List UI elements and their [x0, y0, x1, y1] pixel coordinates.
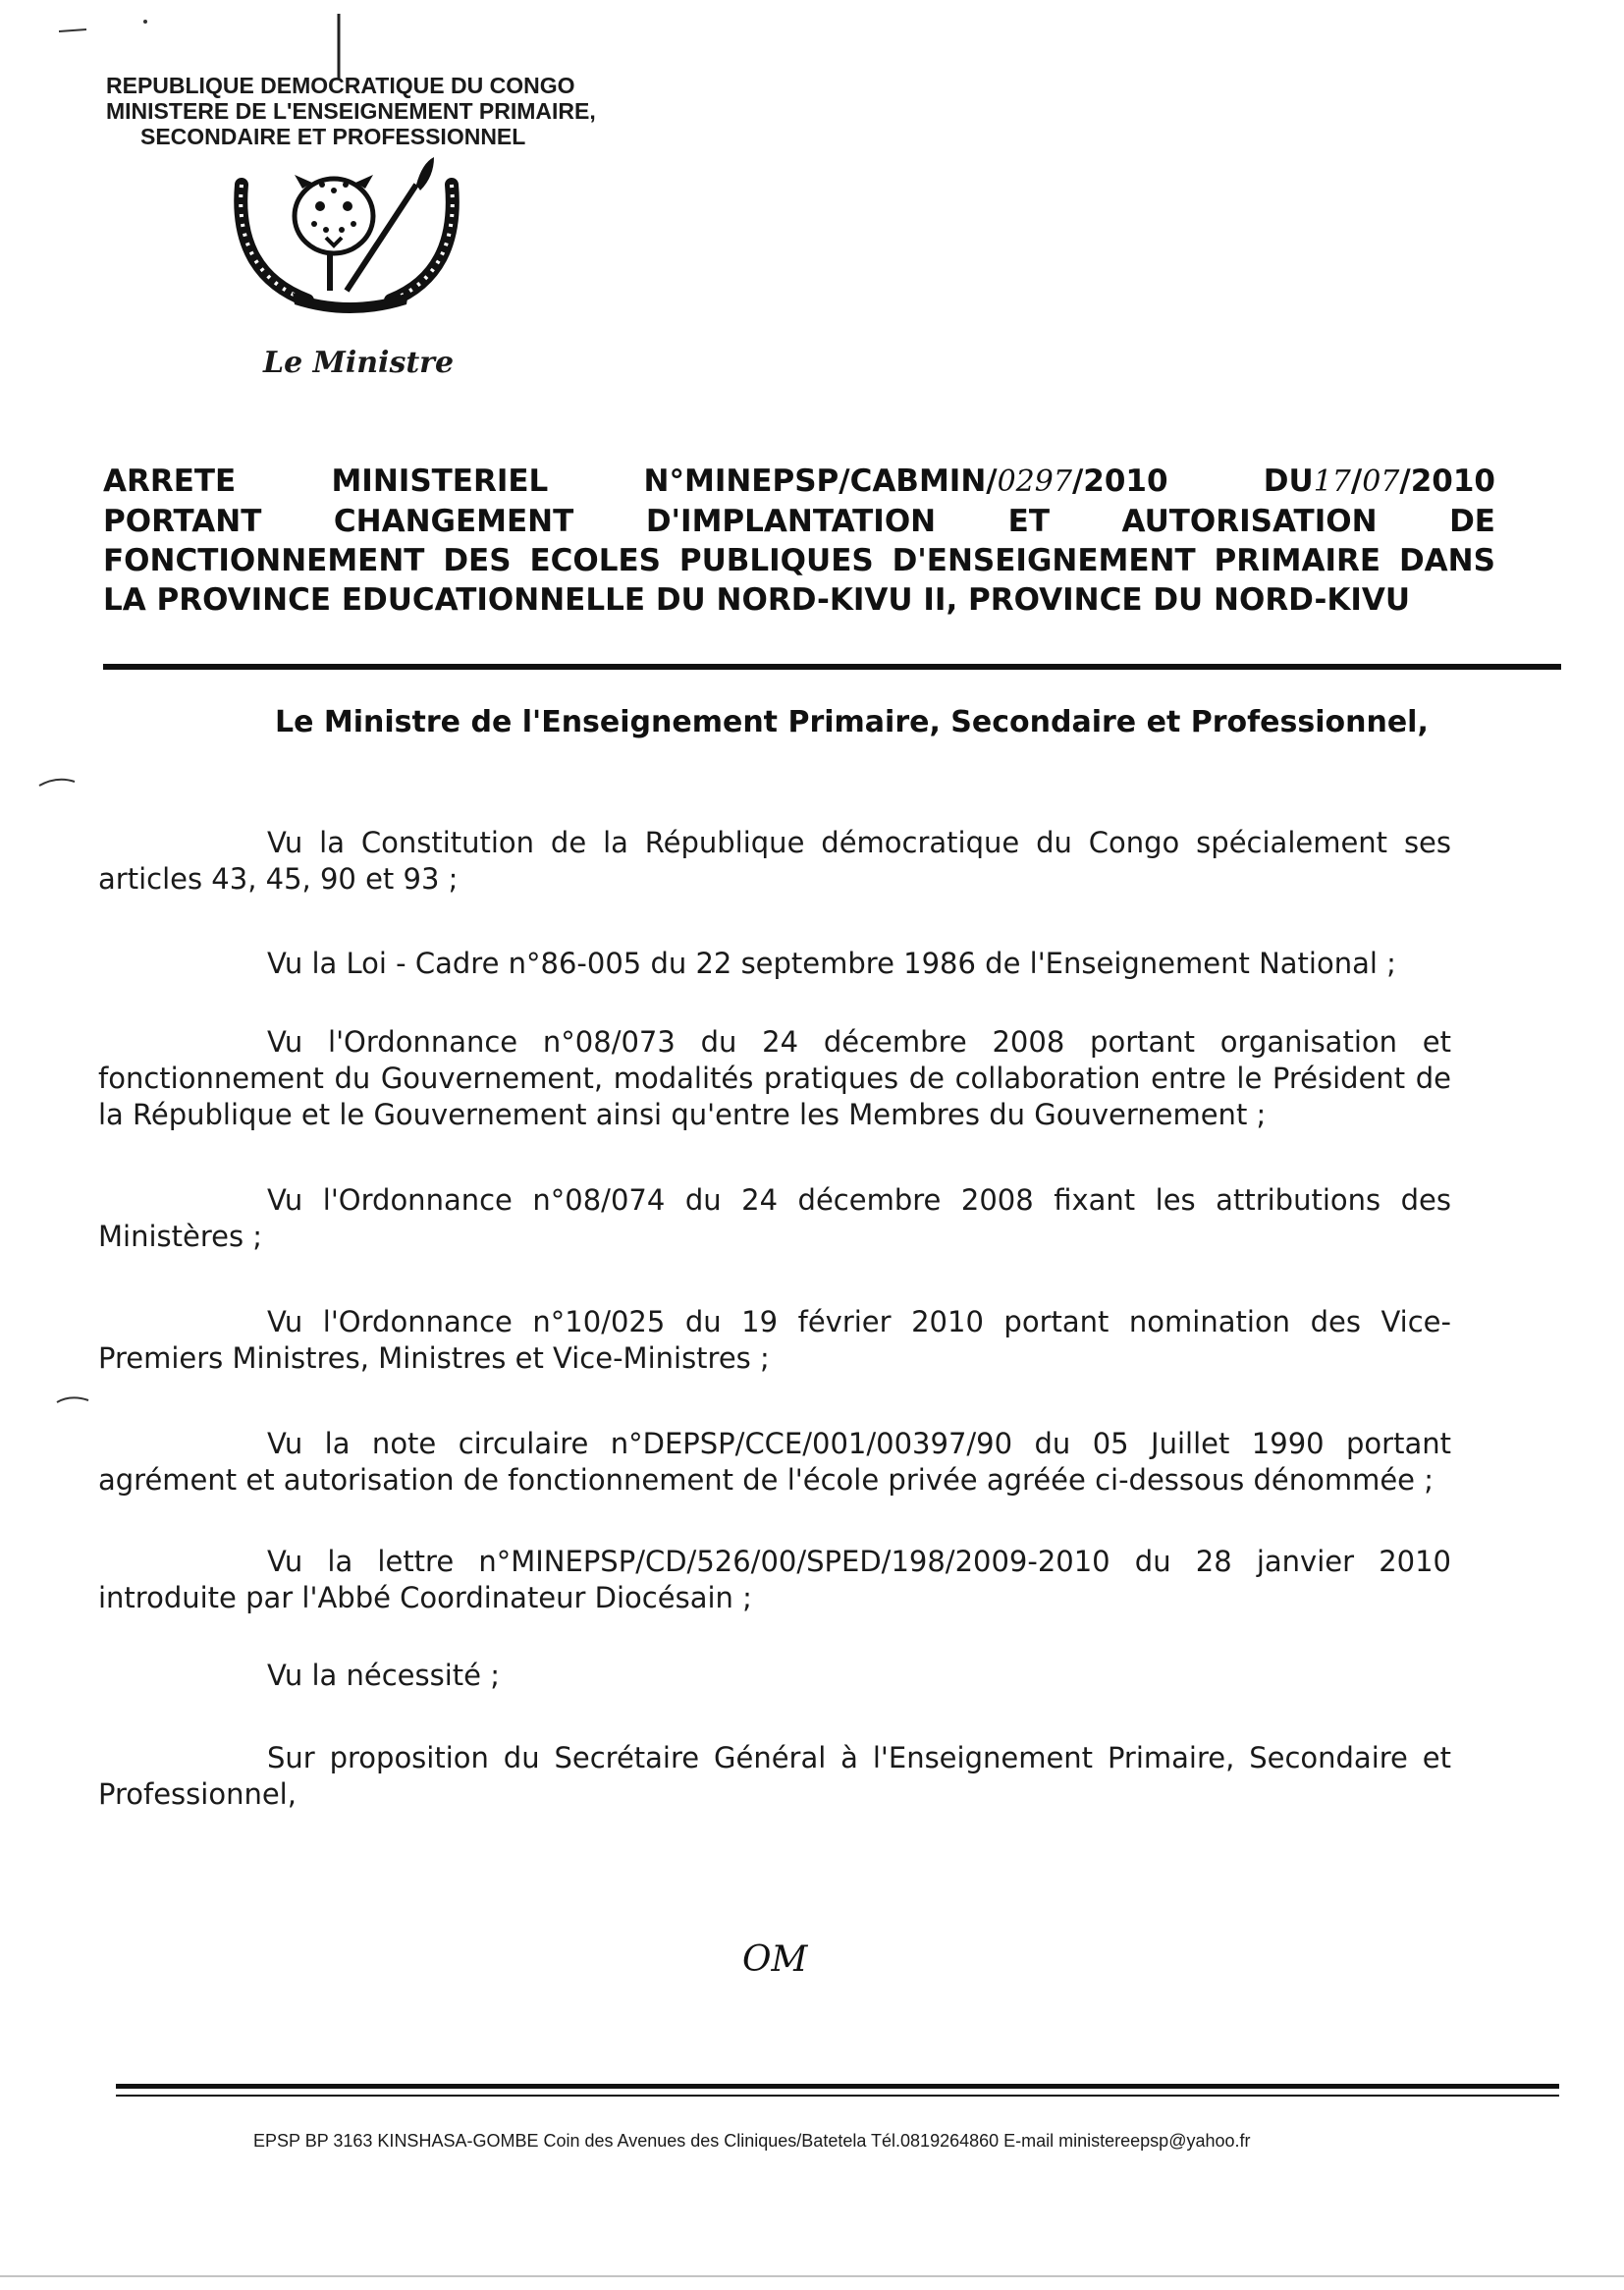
title-word: PUBLIQUES	[678, 543, 874, 578]
title-word: ET	[1007, 504, 1050, 539]
title-word: PORTANT	[103, 504, 262, 539]
minister-heading: Le Ministre de l'Enseignement Primaire, Secondaire et Professionnel,	[275, 705, 1429, 739]
coat-of-arms-icon	[224, 155, 479, 322]
title-word: MINISTERIEL	[331, 463, 549, 499]
letterhead-ministry-cont: SECONDAIRE ET PROFESSIONNEL	[140, 124, 526, 149]
handwritten-day: 17	[1313, 464, 1351, 499]
consideration-paragraph: Sur proposition du Secrétaire Général à l'Enseignement Primaire, Secondaire et Professionnel,	[98, 1741, 1451, 1811]
consideration-paragraph: Vu la lettre n°MINEPSP/CD/526/00/SPED/198/2009-2010 du 28 janvier 2010 introduite par l'Abbé Coordinateur Diocésain ;	[98, 1545, 1451, 1614]
consideration-paragraph: Vu la note circulaire n°DEPSP/CCE/001/00397/90 du 05 Juillet 1990 portant agrément et autorisation de fonctionnement de l'école privée agréée ci-dessous dénommée ;	[98, 1427, 1451, 1497]
decree-title	[103, 462, 1495, 620]
title-line-2	[103, 502, 1495, 541]
title-word: ARRETE	[103, 463, 237, 499]
handwritten-decree-number: 0297	[997, 464, 1072, 499]
title-line-1	[103, 462, 1495, 502]
handwritten-initials: OM	[742, 1939, 808, 1980]
signatory-heading: Le Ministre	[263, 346, 455, 380]
title-word: D'ENSEIGNEMENT	[892, 543, 1196, 578]
title-divider	[103, 664, 1561, 670]
title-line-4: LA PROVINCE EDUCATIONNELLE DU NORD-KIVU II, PROVINCE DU NORD-KIVU	[103, 582, 1411, 618]
letterhead-country: REPUBLIQUE DEMOCRATIQUE DU CONGO	[106, 73, 575, 98]
consideration-paragraph: Vu la Loi - Cadre n°86-005 du 22 septembre 1986 de l'Enseignement National ;	[267, 947, 1396, 980]
title-word: CHANGEMENT	[333, 504, 574, 539]
title-word: D'IMPLANTATION	[645, 504, 937, 539]
title-word: ECOLES	[529, 543, 661, 578]
title-word: PRIMAIRE	[1214, 543, 1381, 578]
consideration-paragraph: Vu la Constitution de la République démocratique du Congo spécialement ses articles 43, 45, 90 et 93 ;	[98, 826, 1451, 896]
title-word: DE	[1449, 504, 1495, 539]
title-word: FONCTIONNEMENT	[103, 543, 425, 578]
footer-divider	[116, 2084, 1559, 2089]
footer-contact: EPSP BP 3163 KINSHASA-GOMBE Coin des Avenues des Cliniques/Batetela Tél.0819264860 E-mail ministereepsp@yahoo.fr	[253, 2131, 1251, 2151]
title-line-3	[103, 541, 1495, 580]
title-word: DES	[443, 543, 512, 578]
footer-divider-thin	[116, 2095, 1559, 2097]
letterhead-ministry: MINISTERE DE L'ENSEIGNEMENT PRIMAIRE,	[106, 98, 596, 124]
decree-number: N°MINEPSP/CABMIN/0297/2010	[643, 463, 1168, 499]
consideration-paragraph: Vu l'Ordonnance n°10/025 du 19 février 2010 portant nomination des Vice-Premiers Ministres, Ministres et Vice-Ministres ;	[98, 1305, 1451, 1375]
consideration-paragraph: Vu l'Ordonnance n°08/073 du 24 décembre 2008 portant organisation et fonctionnement du Gouvernement, modalités pratiques de collaboration entre le Président de la République et le Gouvernement ainsi qu'entre les Membres du Gouvernement ;	[98, 1025, 1451, 1131]
decree-date: DU17/07/2010	[1263, 463, 1495, 499]
consideration-paragraph: Vu la nécessité ;	[267, 1659, 500, 1692]
title-word: DANS	[1398, 543, 1495, 578]
title-word: AUTORISATION	[1121, 504, 1378, 539]
handwritten-month: 07	[1362, 464, 1400, 499]
letterhead	[106, 73, 596, 149]
consideration-paragraph: Vu l'Ordonnance n°08/074 du 24 décembre 2008 fixant les attributions des Ministères ;	[98, 1183, 1451, 1253]
